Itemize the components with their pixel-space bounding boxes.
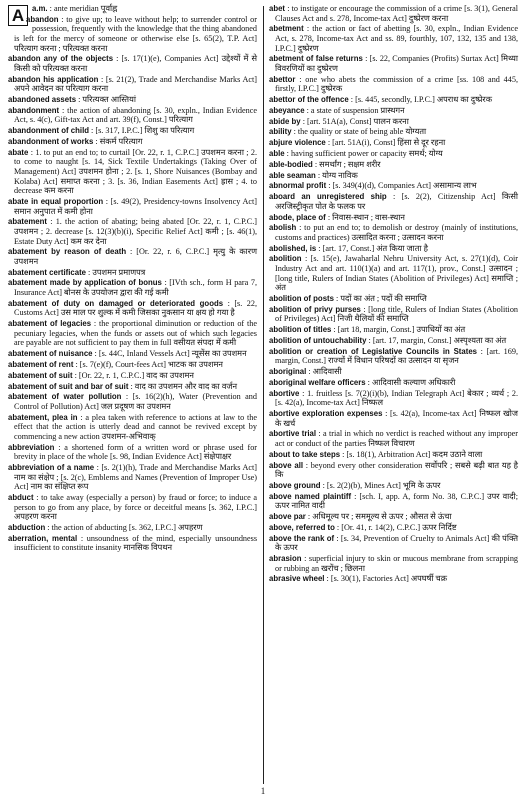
definition: : [long title, Rulers of Indian States (Abolition of Privileges) Act] निजी थैलियों की समाप्ति: [275, 304, 519, 324]
dictionary-entry: [269, 347, 518, 366]
dictionary-entry: [269, 523, 518, 533]
headword: abandon any of the objects: [8, 54, 114, 64]
definition: : [sch. I, app. A, form No. 38, C.P.C.] उपर वादी; ऊपर नामित वादी: [275, 491, 519, 511]
headword: abettor of the offence: [269, 95, 349, 105]
headword: aboard an unregistered ship: [269, 192, 387, 202]
dictionary-entry: [269, 117, 518, 127]
definition: : संकर्म परित्याग: [95, 137, 143, 147]
dictionary-entry: [269, 450, 518, 460]
definition: : उपशमन प्रमाणपत्र: [88, 267, 146, 277]
dictionary-entry: [269, 325, 518, 335]
definition: : [s. 34, Prevention of Cruelty to Animals Act] की पंक्ति के ऊपर: [275, 533, 519, 553]
dictionary-entry: [8, 392, 257, 411]
definition: : [s. 42(a), Income-tax Act] निष्फल खोज के खर्च: [275, 409, 518, 428]
dictionary-entry: [8, 95, 257, 105]
definition: : a trial in which no verdict is reached without any improper act or conduct of the parties निष्फल विचारण: [275, 429, 519, 448]
headword: abbreviation of a name: [8, 463, 95, 473]
definition: : a shortened form of a written word or phrase used for brevity in place of the whole [s. 98, Indian Evidence Act] संक्षेपाक्षर: [14, 442, 258, 462]
headword: abnormal profit: [269, 181, 327, 191]
definition: : [art 18, margin, Const.] उपाधियों का अंत: [333, 325, 466, 335]
headword: ability: [269, 127, 292, 137]
definition: : [s. 17(1)(e), Companies Act] उद्देश्यों में से किसी को परित्यक्त करना: [14, 54, 258, 73]
headword: abatement made by application of bonus: [8, 278, 162, 288]
dictionary-entry: [269, 336, 518, 346]
dictionary-entry: [8, 443, 257, 462]
left-column: [8, 4, 257, 554]
dictionary-entry: [269, 160, 518, 170]
dictionary-entry: [269, 171, 518, 181]
dictionary-entry: [8, 15, 257, 53]
headword: a.m.: [32, 4, 48, 13]
definition: : to give up; to leave without help; to surrender control or possession, frequently with the knowledge that the thing abandoned is left for the mercy of someone or otherwise else [s. 65(2), T.P. Act] परित्याग करना ; परित्यक्त करना: [14, 14, 257, 53]
headword: abandonment of child: [8, 126, 89, 136]
definition: : to take away (especially a person) by fraud or force; to induce a person to go from any place, by force or deceitful means [s. 362, I.P.C.] अपहरण करना: [14, 493, 258, 522]
dictionary-entry: [269, 149, 518, 159]
page-number: 1: [260, 786, 266, 796]
definition: : समर्थांग ; सक्षम शरीर: [314, 159, 381, 169]
headword: above the rank of: [269, 533, 335, 543]
headword: abatement of legacies: [8, 319, 92, 329]
dictionary-entry: [269, 213, 518, 223]
definition: : [IVth sch., form H para 7, Insurance Act] बोनस के उपयोजन द्वारा की गई कमी: [14, 278, 258, 298]
dictionary-entry: [8, 349, 257, 359]
definition: : [s. 317, I.P.C.] शिशु का परित्याग: [91, 126, 195, 136]
dictionary-entry: [8, 413, 257, 442]
headword: abandonment of works: [8, 137, 94, 147]
dictionary-page: [8, 4, 520, 784]
headword: abolition of titles: [269, 325, 332, 335]
dictionary-entry: [269, 95, 518, 105]
dictionary-entry: [269, 305, 518, 324]
headword: abolition: [269, 254, 302, 264]
definition: : 1. fruitless [s. 7(2)(i)(b), Indian Telegraph Act] बेकार ; व्यर्थ ; 2. [s. 42(a), Income-tax Act] निष्फल: [275, 388, 518, 408]
dictionary-entry: [8, 197, 257, 216]
headword: abate: [8, 147, 29, 157]
headword: abrasive wheel: [269, 574, 325, 584]
definition: : 1. the action of abating; being abated [Or. 22, r. 1, C.P.C.] उपशमन ; 2. decrease [s. 12(3)(b)(i), Specific Relief Act] कमी ; [s. 46(1), Estate Duty Act] कम कर देना: [14, 217, 258, 246]
dictionary-entry: [269, 4, 518, 23]
dictionary-entry: [269, 127, 518, 137]
dictionary-entry: [269, 554, 518, 573]
dictionary-entry: [269, 75, 518, 94]
definition: : आदिवासी: [308, 367, 342, 377]
column-divider: [263, 6, 264, 784]
dictionary-entry: [269, 409, 518, 428]
dictionary-entry: [269, 106, 518, 116]
headword: abolition of untouchability: [269, 335, 367, 345]
dictionary-entry: [8, 382, 257, 392]
definition: : [art. 51A(a), Const] पालन करना: [302, 116, 409, 126]
dictionary-entry: [269, 389, 518, 408]
dictionary-entry: [8, 371, 257, 381]
dictionary-entry: [8, 54, 257, 73]
dictionary-entry: [269, 138, 518, 148]
headword: above par: [269, 512, 306, 522]
dictionary-entry: [269, 223, 518, 242]
headword: abandoned assets: [8, 95, 77, 105]
dictionary-entry: [8, 278, 257, 297]
dictionary-entry: [269, 378, 518, 388]
headword: abandon: [26, 14, 59, 24]
definition: : आदिवासी कल्याण अधिकारी: [367, 377, 456, 387]
dictionary-entry: [269, 294, 518, 304]
definition: : having sufficient power or capacity समर्थ; योग्य: [286, 149, 443, 158]
definition: : [art. 169, margin, Const.] राज्यों में विधान परिषदों का उत्सादन या सृजन: [275, 346, 519, 366]
definition: : [s. 2(2), Citizenship Act] किसी अरजिस्ट्रीकृत पोत के फलक पर: [275, 192, 518, 211]
definition: : [s. 21(2), Trade and Merchandise Marks Act] अपने आवेदन का परित्याग करना: [14, 74, 257, 94]
headword: abolition or creation of Legislative Councils in States: [269, 346, 477, 356]
definition: : [s. 7(e)(f), Court-fees Act] भाटक का उपशमन: [75, 359, 223, 369]
dictionary-entry: [8, 523, 257, 533]
headword: abduction: [8, 522, 46, 532]
dictionary-entry: [269, 24, 518, 53]
headword: aboriginal welfare officers: [269, 377, 366, 387]
dictionary-entry: [8, 137, 257, 147]
dictionary-entry: [269, 492, 518, 511]
headword: abolish: [269, 223, 297, 233]
dictionary-entry: [269, 181, 518, 191]
section-letter: A: [8, 5, 28, 26]
definition: : [Or. 22, r. 6, C.P.C.] मृत्यु के कारण उपशमन: [14, 247, 257, 266]
headword: abetment of false returns: [269, 54, 363, 64]
headword: above all: [269, 460, 304, 470]
headword: abate in equal proportion: [8, 196, 104, 206]
headword: above, referred to: [269, 522, 335, 532]
headword: abduct: [8, 493, 34, 502]
dictionary-entry: [8, 247, 257, 266]
headword: aboriginal: [269, 367, 307, 377]
dictionary-entry: [8, 148, 257, 196]
definition: : [s. 2(1)(h), Trade and Merchandise Marks Act] नाम का संक्षेप ; [s. 2(c), Emblems and Names (Prevention of Improper Use) Act] नाम का संक्षिप्त रूप: [14, 463, 257, 492]
definition: : निवास-स्थान ; वास-स्थान: [327, 212, 405, 222]
definition: : [art. 17, Const.] अंत किया जाता है: [318, 243, 428, 253]
definition: : to put an end to; to demolish or destroy (mainly of institutions, customs and practices) उत्सादित करना ; उत्सादन करना: [275, 223, 518, 242]
headword: abet: [269, 4, 286, 13]
headword: abatement of rent: [8, 359, 74, 369]
definition: : अधिमूल्य पर ; सममूल्य से ऊपर ; औसत से ऊंचा: [307, 512, 452, 522]
definition: : superficial injury to skin or mucous membrane from scrapping or rubbing an खरोंच ; छिलना: [275, 554, 519, 573]
dictionary-entry: [269, 244, 518, 254]
headword: abolition of privy purses: [269, 304, 361, 314]
headword: abrasion: [269, 554, 302, 564]
definition: : the action of abducting [s. 362, I.P.C.] अपहरण: [47, 522, 203, 532]
dictionary-entry: [8, 360, 257, 370]
definition: : [Or. 41, r. 14(2), C.P.C.] ऊपर निर्दिष्ट: [336, 522, 457, 532]
definition: : [s. 2(2)(b), Mines Act] भूमि के ऊपर: [322, 480, 441, 490]
headword: abatement of nuisance: [8, 349, 93, 359]
definition: : ante meridian पूर्वाह्न: [49, 4, 118, 13]
headword: abatement: [8, 217, 47, 227]
headword: abatement of suit and bar of suit: [8, 381, 129, 391]
definition: : [s. 22, Customs Act] उस माल पर शुल्क में कमी जिसका नुकसान या क्षय हो गया है: [14, 298, 258, 318]
headword: abetment: [269, 24, 304, 34]
headword: abatement certificate: [8, 267, 86, 277]
headword: abettor: [269, 74, 296, 84]
definition: : the proportional diminution or reduction of the pecuniary legacies, when the funds or assets out of which such legacies are payable are not sufficient to pay them in full वसीयत संपदा में कमी: [14, 319, 258, 348]
dictionary-entry: [8, 493, 257, 522]
definition: : one who abets the commission of a crime [ss. 108 and 445, firstly, I.P.C.] दुष्प्रेरक: [275, 74, 519, 94]
dictionary-entry: [269, 54, 518, 73]
headword: abatement of water pollution: [8, 392, 122, 402]
definition: : [s. 30(1), Factories Act] अपघर्षी चक्र: [326, 574, 448, 584]
headword: abbreviation: [8, 442, 55, 452]
headword: abortive exploration expenses: [269, 409, 383, 419]
definition: : [s. 22, Companies (Profits) Surtax Act] मिथ्या विवरणियों का दुष्प्रेरण: [275, 54, 518, 73]
definition: : [s. 16(2)(h), Water (Prevention and Control of Pollution) Act] जल प्रदूषण का उपशमन: [14, 392, 257, 411]
headword: abandonment: [8, 105, 60, 115]
dictionary-entry: [269, 192, 518, 211]
headword: above named plaintiff: [269, 491, 352, 501]
headword: able: [269, 149, 285, 158]
definition: : [art. 17, margin, Const.] अस्पृश्यता का अंत: [368, 335, 507, 345]
definition: : [Or. 22, r. 1, C.P.C.] वाद का उपशमन: [74, 370, 194, 380]
definition: : [s. 18(1), Arbitration Act] कदम उठाने वाला: [342, 449, 483, 459]
headword: abide by: [269, 116, 301, 126]
headword: abatement of duty on damaged or deteriorated goods: [8, 298, 224, 308]
dictionary-entry: [8, 319, 257, 348]
headword: about to take steps: [269, 449, 341, 459]
dictionary-entry: [269, 512, 518, 522]
definition: : the action of abandoning [s. 30, expln., Indian Evidence Act, s. 4(c), Gift-tax Act and art. 39(f), Const.] परित्याग: [14, 105, 258, 125]
dictionary-entry: [8, 534, 257, 553]
definition: : परित्यक्त आस्तियां: [78, 95, 136, 105]
headword: abortive trial: [269, 429, 317, 439]
dictionary-entry: [8, 268, 257, 278]
headword: abode, place of: [269, 212, 326, 222]
headword: abatement of suit: [8, 370, 73, 380]
definition: : [s. 49(2), Presidency-towns Insolvency Act] समान अनुपात में कमी होना: [14, 196, 257, 216]
dictionary-entry: [269, 367, 518, 377]
definition: : [s. 445, secondly, I.P.C.] अपराध का दुष्प्रेरक: [350, 95, 493, 105]
headword: above ground: [269, 480, 321, 490]
headword: abortive: [269, 388, 300, 398]
dictionary-entry: [269, 429, 518, 448]
definition: : to instigate or encourage the commission of a crime [s. 3(1), General Clauses Act and s. 278, Income-tax Act] दुष्प्रेरण करना: [275, 4, 519, 23]
dictionary-entry: [269, 534, 518, 553]
dictionary-entry: [269, 461, 518, 480]
dictionary-entry: [8, 106, 257, 125]
headword: abatement, plea in: [8, 412, 78, 422]
dictionary-entry: [8, 299, 257, 318]
definition: : a state of suspension प्रास्थगन: [306, 105, 405, 115]
definition: : योग्य नाविक: [317, 170, 358, 180]
definition: : पदों का अंत ; पदों की समाप्ति: [336, 294, 427, 303]
definition: : वाद का उपशमन और वाद का वर्जन: [130, 381, 237, 391]
headword: abolished, is: [269, 243, 317, 253]
definition: : [art. 51A(i), Const] हिंसा से दूर रहना: [327, 138, 446, 148]
definition: : the action or fact of abetting [s. 30, expln., Indian Evidence Act, s. 278, Income-tax Act and ss. 89, fourthly, 107, 132, 135 and 138, I.P.C.] दुष्प्रेरण: [275, 24, 519, 53]
headword: abolition of posts: [269, 294, 334, 303]
headword: aberration, mental: [8, 533, 78, 543]
headword: abatement by reason of death: [8, 247, 127, 257]
dictionary-entry: [269, 481, 518, 491]
headword: abeyance: [269, 105, 305, 115]
dictionary-entry: [8, 463, 257, 492]
definition: : [s. 15(e), Jawaharlal Nehru University Act, s. 27(1)(d), Coir Industry Act and art. 110(1)(a) and art. 117(1), prov., Const.] उत्सादन ; [long title, Rulers of Indian States (Abolition of Privileges) Act] समाप्ति ; अंत: [275, 254, 519, 293]
definition: : 1. to put an end to; to curtail [Or. 22, r. 1, C.P.C.] उपशमन करना ; 2. to come to naught [s. 14, Sick Textile Undertakings (Taking Over of Management) Act] उपशमन होना ; 2. [s. 1, Shore Nuisances (Bombay and Kolaba) Act] समाप्त करना ; 3. [s. 36, Indian Easements Act] ह्रास ; 4. to decrease कम करना: [14, 147, 258, 196]
dictionary-entry: [8, 126, 257, 136]
definition: : unsoundness of the mind, especially unsoundness insufficient to constitute insanity मानसिक विपथन: [14, 533, 258, 553]
dictionary-entry: [269, 254, 518, 292]
dictionary-entry: [8, 217, 257, 246]
definition: : [s. 44C, Inland Vessels Act] न्यूसेंस का उपशमन: [94, 349, 247, 359]
headword: able seaman: [269, 170, 316, 180]
definition: : beyond every other consideration सर्वोपरि ; सबसे बढ़ी बात यह है कि: [275, 460, 518, 480]
headword: able-bodied: [269, 159, 313, 169]
dictionary-entry: [269, 574, 518, 584]
dictionary-entry: [8, 75, 257, 94]
definition: : a plea taken with reference to actions at law to the effect that the action is utterly dead and cannot be revived except by commencing a new action उपशमन-अभिवाक्: [14, 412, 258, 441]
headword: abjure violence: [269, 138, 326, 148]
headword: abandon his application: [8, 74, 99, 84]
right-column: [269, 4, 518, 585]
definition: : [s. 349(4)(d), Companies Act] असामान्य लाभ: [328, 181, 477, 191]
definition: : the quality or state of being able योग्यता: [293, 127, 427, 137]
